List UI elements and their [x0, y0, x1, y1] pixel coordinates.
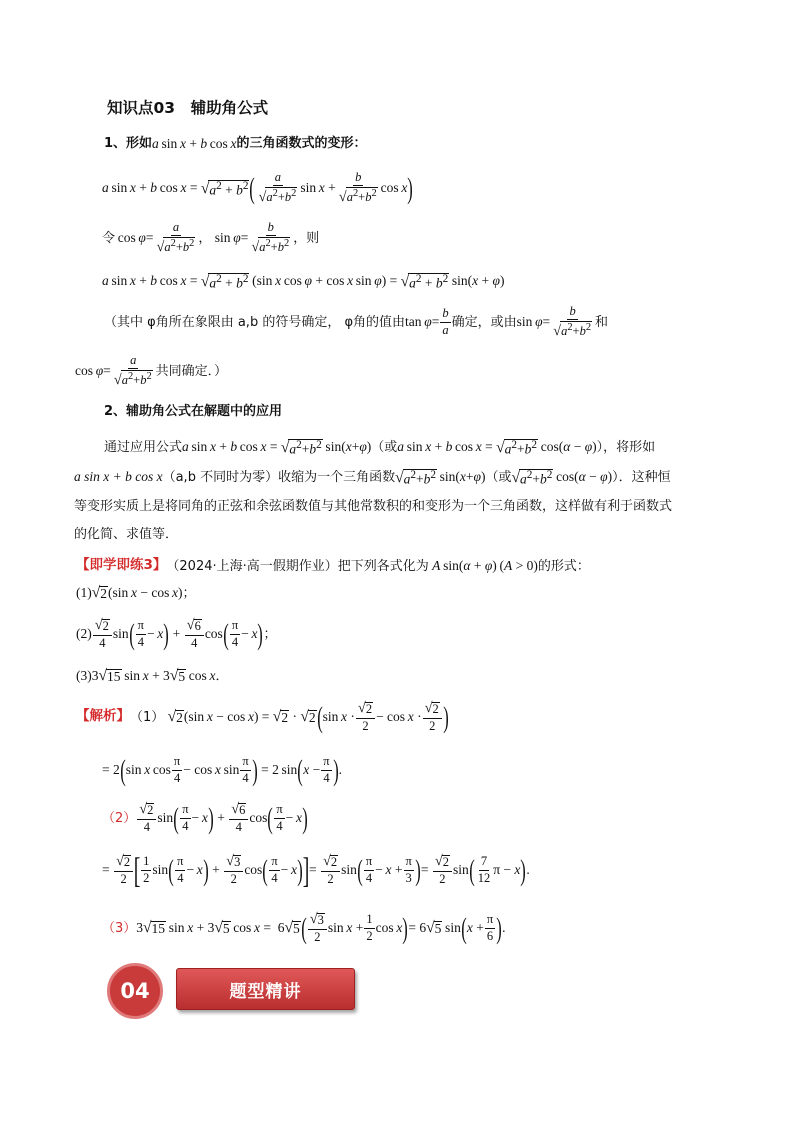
item1-heading: 1、形如 a sin x + b cos x 的三角函数式的变形： [104, 136, 367, 152]
p2-expr: a sin x + b cos x [74, 469, 163, 485]
item2-heading: 2、辅助角公式在解题中的应用 [104, 404, 283, 419]
p2-end: ）．这种恒 [612, 469, 671, 485]
formula-expansion: a sin x + b cos x = √ $a^2 + b^2$ ( a √ $a^2+b^2$ sin x + b √ $a^2+b^2$ cos x ) [102, 169, 414, 205]
q3-label: (3) [76, 668, 92, 684]
then-text: ，则 [293, 230, 320, 246]
q1-semicolon: ； [182, 585, 196, 601]
section-title: 知识点03 辅助角公式 [107, 99, 269, 117]
note-mid: 确定，或由 [451, 314, 517, 330]
solution-2-line-1: （2） √ 2 4 sin ( $\frac{\pi}{4}$ − x ) + √ 6 4 cos ( $\frac{\pi}{4}$ − x ) [102, 800, 308, 835]
paragraph-line-2: a sin x + b cos x （a,b 不同时为零）收缩为一个三角函数 √ $a^2+b^2$ sin( x + φ ) （或 √ $a^2+b^2$ cos( α − φ ) ）．这种恒 [74, 468, 671, 486]
question-3: (3) 3 √ 15 sin x + 3 √ 5 cos x ． [76, 667, 229, 685]
solution-1-line-2: = 2 ( sin x cos $\frac{\pi}{4}$ − cos x sin $\frac{\pi}{4}$ ) = 2 sin ( x − $\frac{\pi}{4}$ ) . [102, 753, 342, 787]
p1-end: ），将形如 [596, 439, 656, 455]
p1-mid: （或 [371, 439, 398, 455]
item1-heading-tail: 的三角函数式的变形： [236, 136, 367, 152]
q2-semicolon: ； [263, 626, 277, 642]
note-line-2: cos φ = a √ $a^2+b^2$ 共同确定．） [75, 352, 228, 388]
p2-or: （或 [485, 469, 512, 485]
solution-tag: 【解析】 [76, 708, 130, 725]
item1-heading-lead: 1、形如 [104, 136, 153, 152]
formula-combined: a sin x + b cos x = √ $a^2 + b^2$ (sin x cos φ + cos x sin φ ) = √ $a^2 + b^2$ sin( x + φ ) [102, 272, 505, 290]
exercise-source: （2024·上海·高一假期作业）把下列各式化为 [166, 558, 429, 574]
sol1-label: （1） [130, 709, 165, 725]
question-1: (1) √ 2 (sin x − cos x ) ； [76, 584, 196, 602]
paragraph-line-1: 通过应用公式 a sin x + b cos x = √ $a^2+b^2$ sin( x + φ ) （或 a sin x + b cos x = √ $a^2+b^2$ cos( α − φ ) ），将形如 [104, 438, 656, 456]
paragraph-line-3: 等变形实质上是将同角的正弦和余弦函数值与其他常数积的和变形为一个三角函数，这样做有利于函数式 [74, 499, 673, 514]
p2-text: （a,b 不同时为零）收缩为一个三角函数 [162, 469, 396, 485]
sol3-label: （3） [102, 920, 137, 936]
p1-start: 通过应用公式 [104, 439, 183, 455]
note-close: 共同确定．） [155, 363, 228, 379]
exercise-tag: 【即学即练3】 [76, 557, 167, 574]
q1-label: (1) [76, 585, 92, 601]
q2-label: (2) [76, 626, 92, 642]
question-2: (2) √ 2 4 sin ( $\frac{\pi}{4}$ − x ) + √ 6 4 cos ( $\frac{\pi}{4}$ − x ) ； [76, 616, 277, 651]
solution-2-line-2: = √ 2 2 [ $\frac{1}{2}$ sin ( $\frac{\pi}{4}$ − x ) + √ 3 2 cos ( $\frac{\pi}{4}$ − x ) ] = √ 2 2 sin ( $\frac{\pi}{4}$ − x + $\frac{\pi}{3}$ ) = √ 2 2 sin ( $\frac{7}{12}$ π − x ) . [102, 849, 530, 890]
section-title-badge: 题型精讲 [176, 968, 355, 1010]
note-line: （其中 φ角所在象限由 a,b 的符号确定， φ角的值由 tan φ = $\frac{b}{a}$ 确定，或由 sin φ = b √ $a^2+b^2$ 和 [104, 303, 609, 339]
section-number-badge: 04 [107, 963, 163, 1019]
exercise-tail: 的形式： [537, 558, 590, 574]
sol2-label: （2） [102, 810, 137, 826]
let-text: 令 [102, 230, 116, 246]
note-open: （其中 φ角所在象限由 a,b 的符号确定， φ角的值由 [104, 314, 406, 330]
comma-text: ， [198, 230, 212, 246]
q3-period: ． [215, 668, 229, 684]
solution-3: （3） 3 √ 15 sin x + 3 √ 5 cos x = 6 √ 5 ( √ 3 2 sin x + $\frac{1}{2}$ cos x ) = 6 √ 5 sin ( x + $\frac{\pi}{6}$ ) . [102, 910, 506, 945]
paragraph-line-4: 的化简、求值等． [74, 527, 179, 542]
solution-1-line-1: 【解析】 （1） √ 2 (sin x − cos x ) = √ 2 · √ 2 ( sin x · √ 2 2 − cos x · √ 2 2 ) [76, 699, 449, 734]
formula-let-phi: 令 cos φ = a √ $a^2+b^2$ ， sin φ = b √ $a^2+b^2$ ，则 [102, 219, 320, 255]
exercise-line: 【即学即练3】 （2024·上海·高一假期作业）把下列各式化为 A sin( α + φ ) ( A > 0) 的形式： [76, 557, 590, 574]
note-and: 和 [595, 314, 609, 330]
